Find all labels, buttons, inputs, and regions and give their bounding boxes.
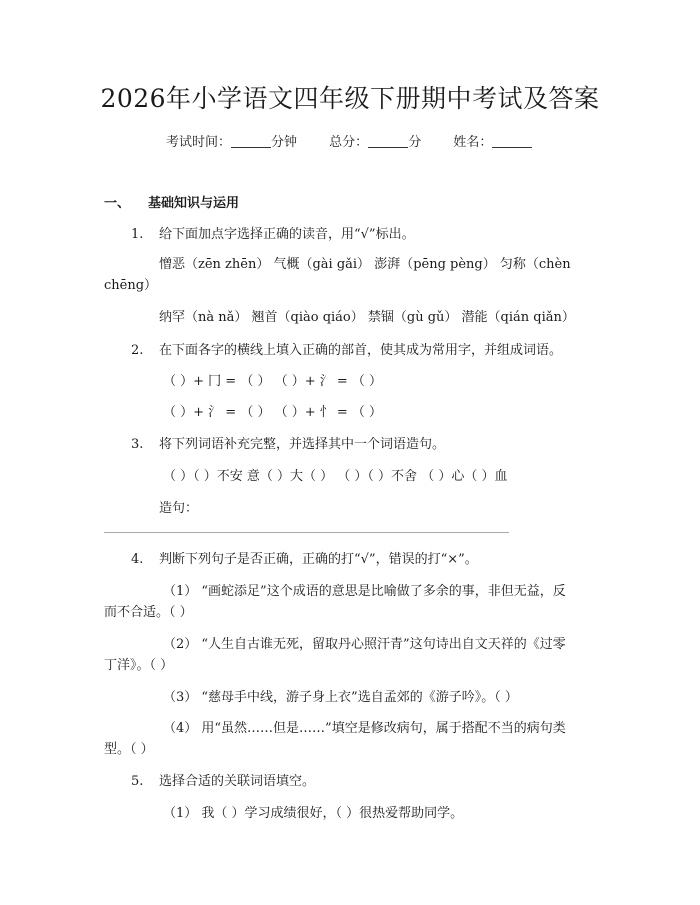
judge-item-2: （2） “人生自古谁无死，留取丹心照汗青”这句诗出自文天祥的《过零: [163, 637, 566, 652]
judge-item-4: （4） 用“虽然……但是……”填空是修改病句，属于搭配不当的病句类: [163, 721, 566, 736]
question-number: 2.: [131, 343, 144, 358]
name-label: 姓名：: [453, 135, 493, 150]
time-label: 考试时间：: [166, 135, 232, 150]
judge-item-1: （1） “画蛇添足”这个成语的意思是比喻做了多余的事，非但无益，反: [163, 584, 566, 599]
question-4: [131, 551, 478, 569]
question-2: [131, 342, 562, 360]
score-unit: 分: [408, 135, 422, 150]
question-text: 给下面加点字选择正确的读音，用“√”标出。: [159, 227, 415, 242]
radical-row-1: （ ）+ 冂 = （ ） （ ）+ 氵 = （ ）: [163, 374, 383, 389]
idiom-row: （ ）（ ）不安 意（ ）大（ ） （ ）（ ）不舍 （ ）心（ ）血: [163, 469, 508, 484]
sentence-label: 造句：: [159, 501, 199, 516]
time-blank[interactable]: [231, 135, 271, 148]
name-blank[interactable]: [492, 135, 532, 148]
judge-item-1-cont: 而不合适。（ ）: [104, 605, 193, 620]
question-text: 在下面各字的横线上填入正确的部首，使其成为常用字，并组成词语。: [159, 343, 563, 358]
radical-row-2: （ ）+ 氵 = （ ） （ ）+ 忄 = （ ）: [163, 405, 383, 420]
question-number: 3.: [131, 437, 144, 452]
section-number: 一、: [104, 196, 131, 211]
page-title: 2026年小学语文四年级下册期中考试及答案: [100, 84, 600, 113]
question-text: 将下列词语补充完整，并选择其中一个词语造句。: [159, 437, 446, 452]
score-blank[interactable]: [368, 135, 408, 148]
section-heading: [104, 192, 239, 211]
question-text: 判断下列句子是否正确，正确的打“√”，错误的打“×”。: [159, 552, 478, 567]
judge-item-3: （3） “慈母手中线，游子身上衣”选自孟郊的《游子吟》。（ ）: [163, 690, 518, 705]
section-title: 基础知识与运用: [148, 196, 240, 211]
question-text: 选择合适的关联词语填空。: [159, 774, 316, 789]
pinyin-row-2: 纳罕（nà nǎ） 翘首（qiào qiáo） 禁锢（gù gǔ） 潜能（qián qiǎn）: [159, 310, 575, 325]
time-unit: 分钟: [271, 135, 298, 150]
score-label: 总分：: [329, 135, 369, 150]
exam-info-row: [166, 131, 532, 150]
pinyin-row-1-cont: chēng）: [104, 278, 158, 293]
pinyin-row-1: 憎恶（zēn zhēn） 气概（gài gǎi） 澎湃（pēng pèng） 匀称（chèn: [159, 257, 571, 272]
question-number: 4.: [131, 552, 144, 567]
question-3: [131, 436, 445, 454]
answer-line[interactable]: [104, 532, 509, 533]
question-number: 1.: [131, 227, 144, 242]
judge-item-4-cont: 型。（ ）: [104, 742, 154, 757]
question-1: [131, 226, 415, 244]
question-number: 5.: [131, 774, 144, 789]
question-5: [131, 773, 315, 791]
judge-item-2-cont: 丁洋》。（ ）: [104, 658, 174, 673]
conjunction-item-1: （1） 我（ ）学习成绩很好，（ ）很热爱帮助同学。: [163, 806, 464, 821]
